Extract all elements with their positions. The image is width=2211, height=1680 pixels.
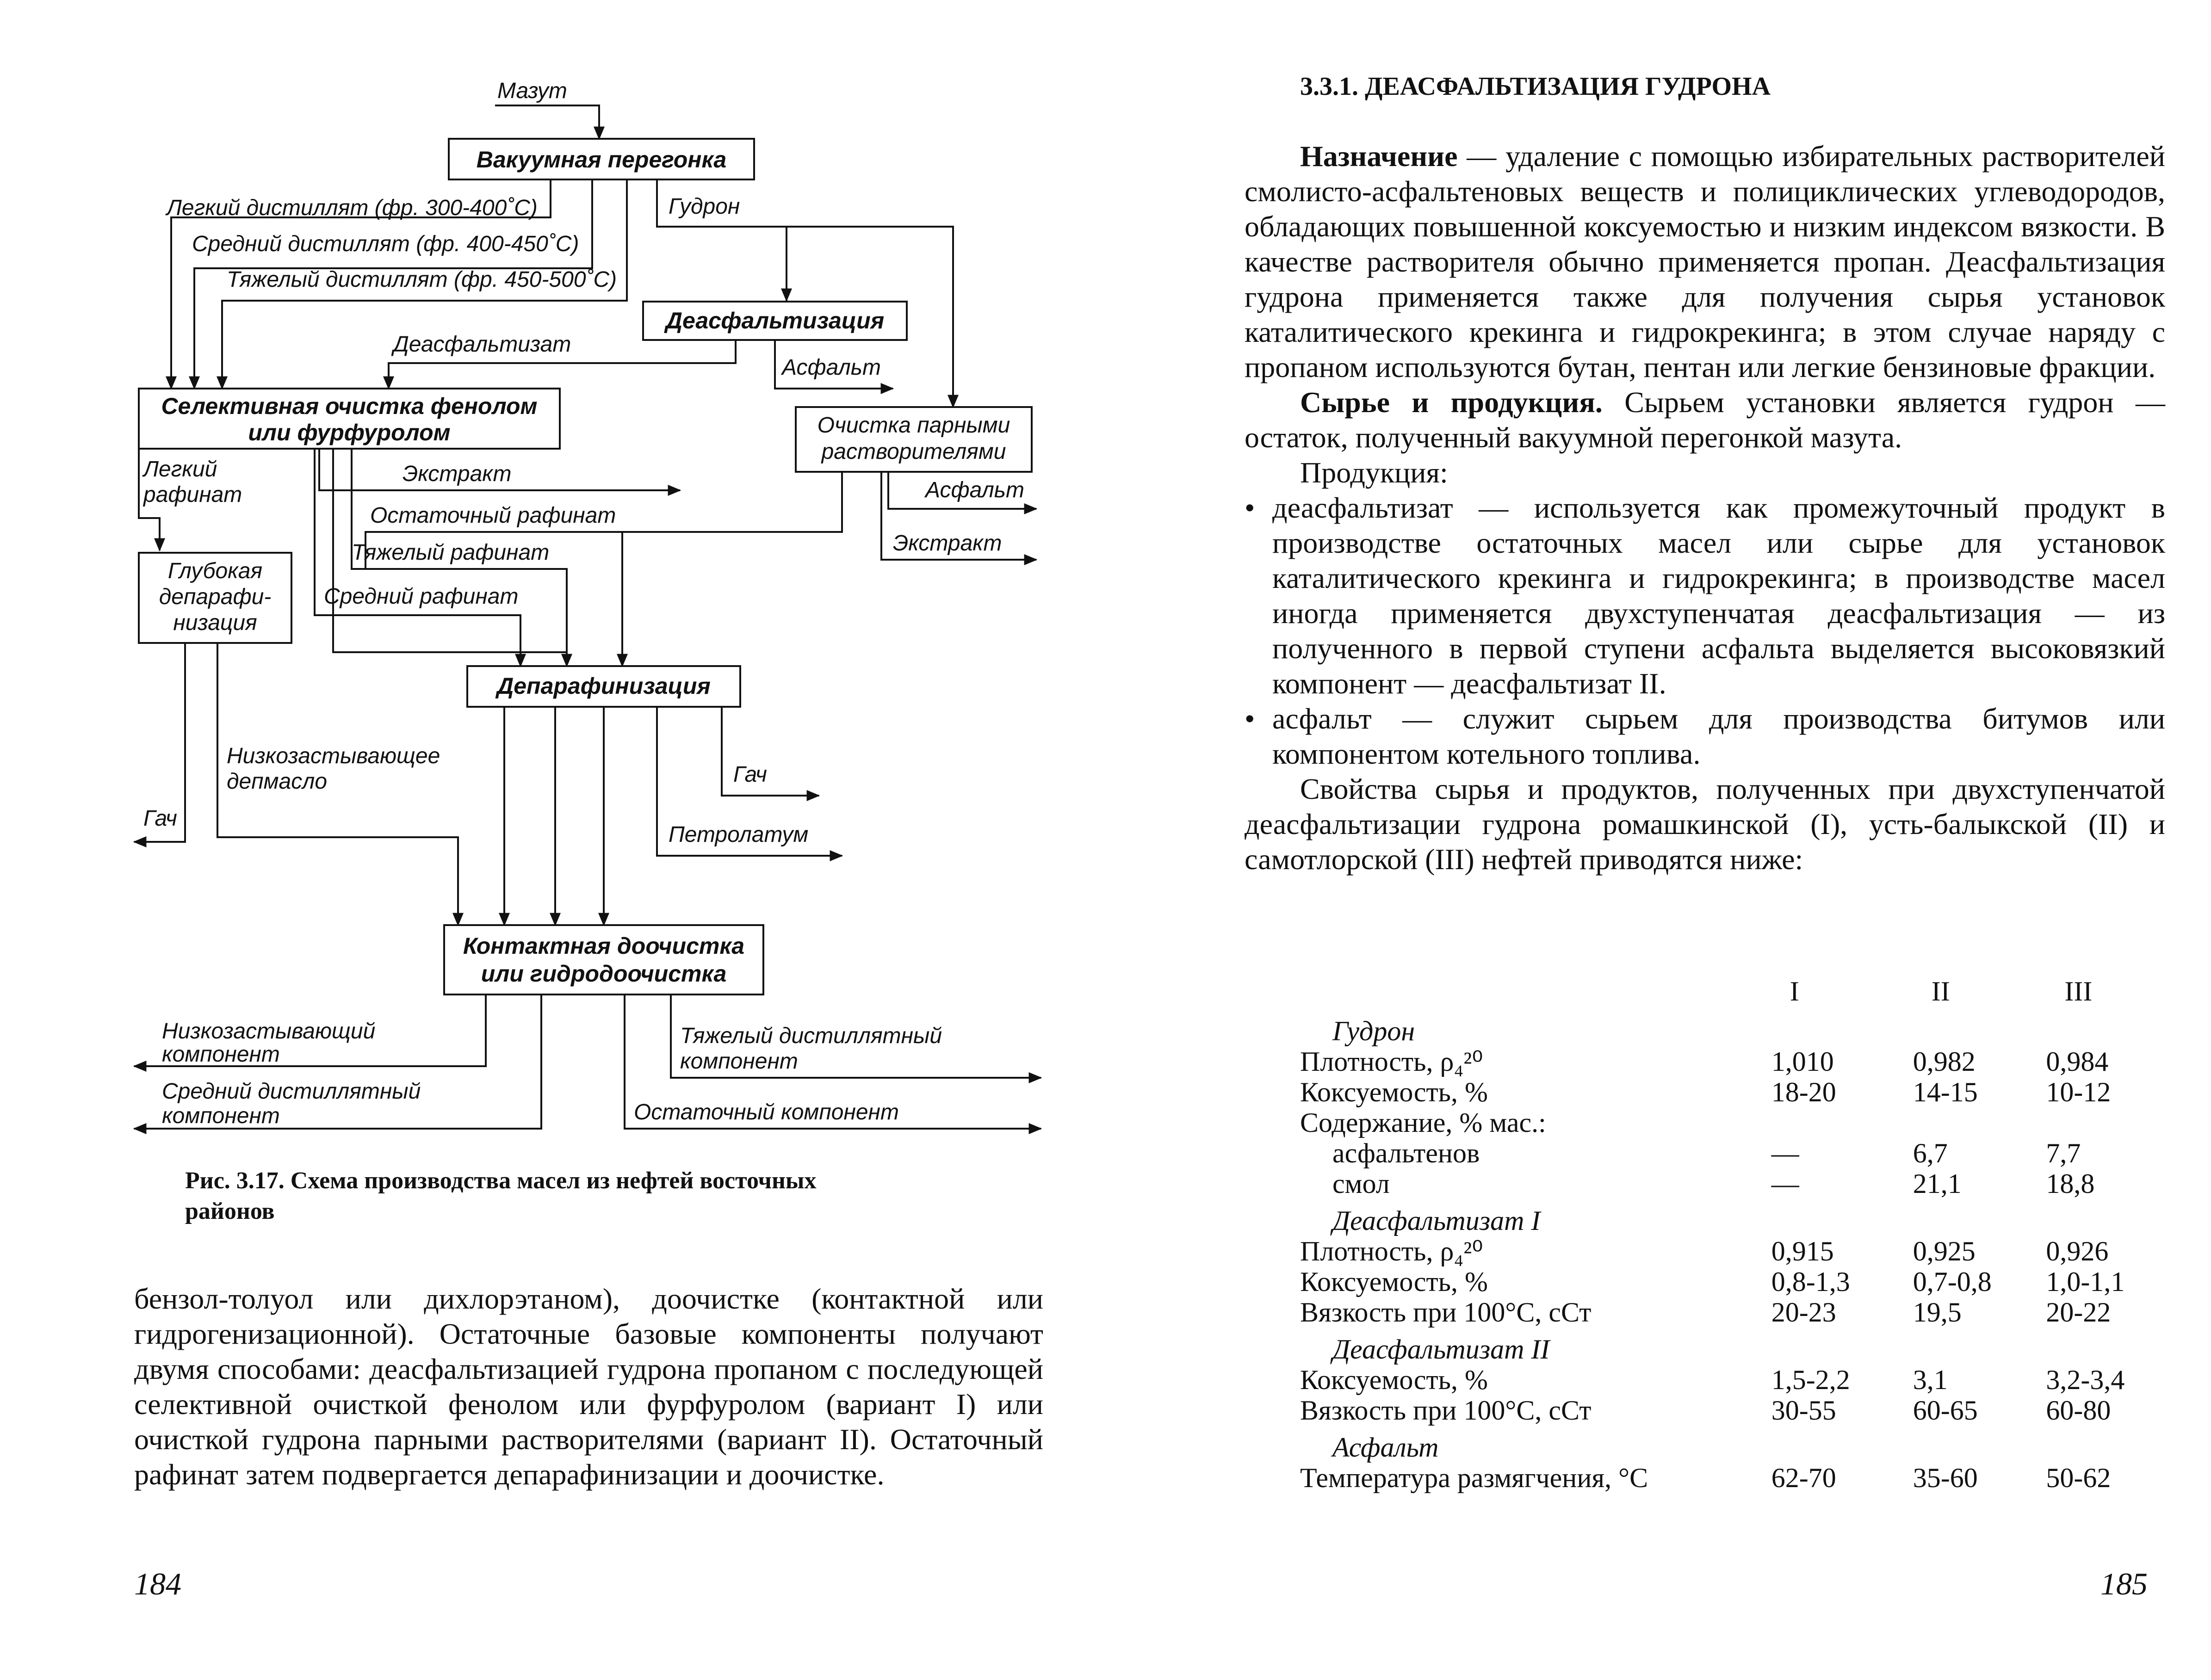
box-vacuum-distillation [449,139,754,179]
cell-value: 60-80 [2046,1395,2111,1426]
cell-value: 7,7 [2046,1138,2081,1168]
svg-text:компонент: компонент [162,1042,280,1067]
cell-value [1913,1107,2046,1138]
cell-value: 3,1 [1913,1365,1948,1395]
cell-value: 1,010 [1771,1046,1834,1077]
svg-text:или фурфуролом: или фурфуролом [248,420,451,445]
table-row [1300,1138,2179,1168]
row-label: Плотность, ρ₄²⁰ [1300,1236,1483,1266]
label-out-low-pour: Низкозастывающий [162,1019,376,1044]
label-light-raffinate: Легкий [143,457,217,482]
table-row [1300,1077,2179,1107]
box-deasphalting [643,302,907,340]
label-extract-1: Экстракт [403,462,512,486]
row-label: Вязкость при 100°С, сСт [1300,1395,1592,1426]
properties-intro: Свойства сырья и продуктов, полученных при двухступенчатой деасфальтизации гудрона ромашкинской (I), усть-балыкской (II) и самотлорской (III) нефтей приводятся ниже: [1245,772,2165,876]
svg-text:Депарафинизация: Депарафинизация [497,673,711,699]
svg-text:Вакуумная перегонка: Вакуумная перегонка [476,147,727,173]
right-page [1106,0,2211,1680]
row-label: Плотность, ρ₄²⁰ [1300,1046,1483,1077]
group-title: Асфальт [1332,1432,1439,1463]
table-group-row [1300,1426,2179,1463]
table-header-row [1300,976,2179,1009]
cell-value: 6,7 [1913,1138,1948,1168]
group-title: Гудрон [1332,1016,1415,1046]
label-out-residual: Остаточный компонент [634,1100,899,1124]
label-mazut: Мазут [497,79,567,103]
page-number-right: 185 [2100,1566,2148,1601]
label-middle-raffinate: Средний рафинат [324,584,519,609]
table-group-row [1300,1328,2179,1365]
purpose-paragraph: Назначение — удаление с помощью избирательных растворителей смолисто-асфальтеновых веществ и полициклических углеводородов, обладающих повышенной коксуемостью и низким индексом вязкости. В качестве растворителя обычно применяется пропан. Деасфальтизация гудрона применяется также для получения сырья установок каталитического крекинга и гидрокрекинга; в этом случае наряду с пропаном используются бутан, пентан или легкие бензиновые фракции. [1245,140,2165,383]
cell-value: — [1771,1168,1799,1199]
cell-value: 0,915 [1771,1236,1834,1266]
label-heavy-distillate: Тяжелый дистиллят (фр. 450-500˚С) [227,267,617,292]
cell-value: 20-23 [1771,1297,1836,1328]
cell-value: 10-12 [2046,1077,2111,1107]
row-label: Коксуемость, % [1300,1077,1488,1107]
production-flow-diagram [0,0,1106,1156]
svg-text:рафинат: рафинат [143,482,242,507]
label-middle-distillate: Средний дистиллят (фр. 400-450˚С) [192,232,579,256]
svg-text:или гидродоочистка: или гидродоочистка [481,961,727,987]
table-row [1300,1266,2179,1297]
cell-value: 50-62 [2046,1463,2111,1493]
column-header: II [1931,976,1950,1007]
label-gudron: Гудрон [669,194,740,219]
cell-value: 1,5-2,2 [1771,1365,1850,1395]
cell-value: 0,925 [1913,1236,1976,1266]
cell-value: — [1771,1138,1799,1168]
section-heading: 3.3.1. ДЕАСФАЛЬТИЗАЦИЯ ГУДРОНА [1300,72,1771,101]
box-paired-solvent-purification [796,407,1032,472]
cell-value: 60-65 [1913,1395,1978,1426]
group-title: Деасфальтизат I [1332,1205,1541,1236]
cell-value: 30-55 [1771,1395,1836,1426]
bullet-asphalt: • асфальт — служит сырьем для производства битумов или компонентом котельного топлива. [1245,701,2165,772]
cell-value: 0,926 [2046,1236,2109,1266]
row-label: асфальтенов [1332,1138,1480,1168]
svg-text:депарафи-: депарафи- [159,585,272,609]
label-asphalt-2: Асфальт [925,478,1025,502]
row-label: Коксуемость, % [1300,1266,1488,1297]
products-list [1245,490,2165,772]
label-gach-1: Гач [143,806,177,831]
box-deep-dewaxing [139,553,291,643]
label-low-pour-oil: Низкозастывающее [227,744,440,768]
label-deasphaltizate: Деасфальтизат [393,332,571,357]
cell-value: 18,8 [2046,1168,2095,1199]
table-row [1300,1297,2179,1328]
column-header: III [2064,976,2093,1007]
label-residual-raffinate: Остаточный рафинат [370,503,616,528]
label-petrolatum: Петролатум [669,822,809,847]
cell-value: 3,2-3,4 [2046,1365,2125,1395]
page-number-left: 184 [134,1566,181,1601]
table-group-row [1300,1199,2179,1236]
figure-caption: Рис. 3.17. Схема производства масел из нефтей восточных районов [185,1167,817,1224]
group-title: Деасфальтизат II [1332,1334,1550,1365]
cell-value: 0,984 [2046,1046,2109,1077]
svg-text:депмасло: депмасло [227,769,328,794]
label-out-middle: Средний дистиллятный [162,1079,421,1104]
label-asphalt-1: Асфальт [782,355,881,380]
svg-text:Деасфальтизация: Деасфальтизация [665,308,885,334]
cell-value: 35-60 [1913,1463,1978,1493]
table-row [1300,1395,2179,1426]
table-row [1300,1168,2179,1199]
feed-paragraph: Сырье и продукция. Сырьем установки является гудрон — остаток, полученный вакуумной перегонкой мазута. [1245,386,2166,454]
cell-value [1771,1107,1913,1138]
table-row [1300,1463,2179,1493]
svg-text:растворителями: растворителями [821,439,1006,464]
box-selective-purification [139,389,560,449]
cell-value: 21,1 [1913,1168,1962,1199]
row-label: Температура размягчения, °С [1300,1463,1648,1493]
svg-text:компонент: компонент [680,1049,798,1074]
svg-text:Очистка парными: Очистка парными [817,413,1010,438]
label-heavy-raffinate: Тяжелый рафинат [352,540,550,565]
svg-text:низация: низация [173,611,257,635]
table-row [1300,1236,2179,1266]
box-contact-hydrotreating [444,925,763,994]
cell-value: 1,0-1,1 [2046,1266,2125,1297]
cell-value [2046,1107,2179,1138]
row-label: Коксуемость, % [1300,1365,1488,1395]
cell-value: 0,7-0,8 [1913,1266,1992,1297]
cell-value: 20-22 [2046,1297,2111,1328]
label-out-heavy: Тяжелый дистиллятный [680,1024,942,1048]
row-label: Содержание, % мас.: [1300,1107,1546,1138]
table-row [1300,1107,2179,1138]
svg-text:Селективная очистка фенолом: Селективная очистка фенолом [161,393,538,419]
properties-table [1300,976,2179,1493]
right-body-text [1245,139,2165,877]
table-group-row [1300,1009,2179,1046]
table-row [1300,1365,2179,1395]
label-light-distillate: Легкий дистиллят (фр. 300-400˚С) [167,196,538,220]
label-gach-2: Гач [733,762,767,787]
box-dewaxing [467,666,740,707]
bullet-deasphaltizate: • деасфальтизат — используется как промежуточный продукт в производстве остаточных масел или сырье для установок каталитического крекинга и гидрокрекинга; в производстве масел иногда применяется двухступенчатая деасфальтизация — из полученного в первой ступени асфальта выделяется высоковязкий компонент — деасфальтизат II. [1245,490,2165,701]
products-label: Продукция: [1300,456,1448,489]
row-label: смол [1332,1168,1390,1199]
column-header: I [1790,976,1799,1007]
cell-value: 0,8-1,3 [1771,1266,1850,1297]
row-label: Вязкость при 100°С, сСт [1300,1297,1592,1328]
svg-text:Контактная доочистка: Контактная доочистка [463,933,745,959]
cell-value: 14-15 [1913,1077,1978,1107]
left-body-text: бензол-толуол или дихлорэтаном), доочистке (контактной или гидрогенизационной). Остаточные базовые компоненты получают двумя способами: деасфальтизацией гудрона пропаном с последующей селективной очисткой фенолом или фурфуролом (вариант I) или очисткой гудрона парными растворителями (вариант II). Остаточный рафинат затем подвергается депарафинизации и доочистке. [134,1282,1043,1491]
label-extract-2: Экстракт [893,531,1002,556]
svg-text:компонент: компонент [162,1104,280,1128]
table-row [1300,1046,2179,1077]
cell-value: 18-20 [1771,1077,1836,1107]
cell-value: 62-70 [1771,1463,1836,1493]
cell-value: 19,5 [1913,1297,1962,1328]
svg-text:Глубокая: Глубокая [167,559,263,583]
cell-value: 0,982 [1913,1046,1976,1077]
